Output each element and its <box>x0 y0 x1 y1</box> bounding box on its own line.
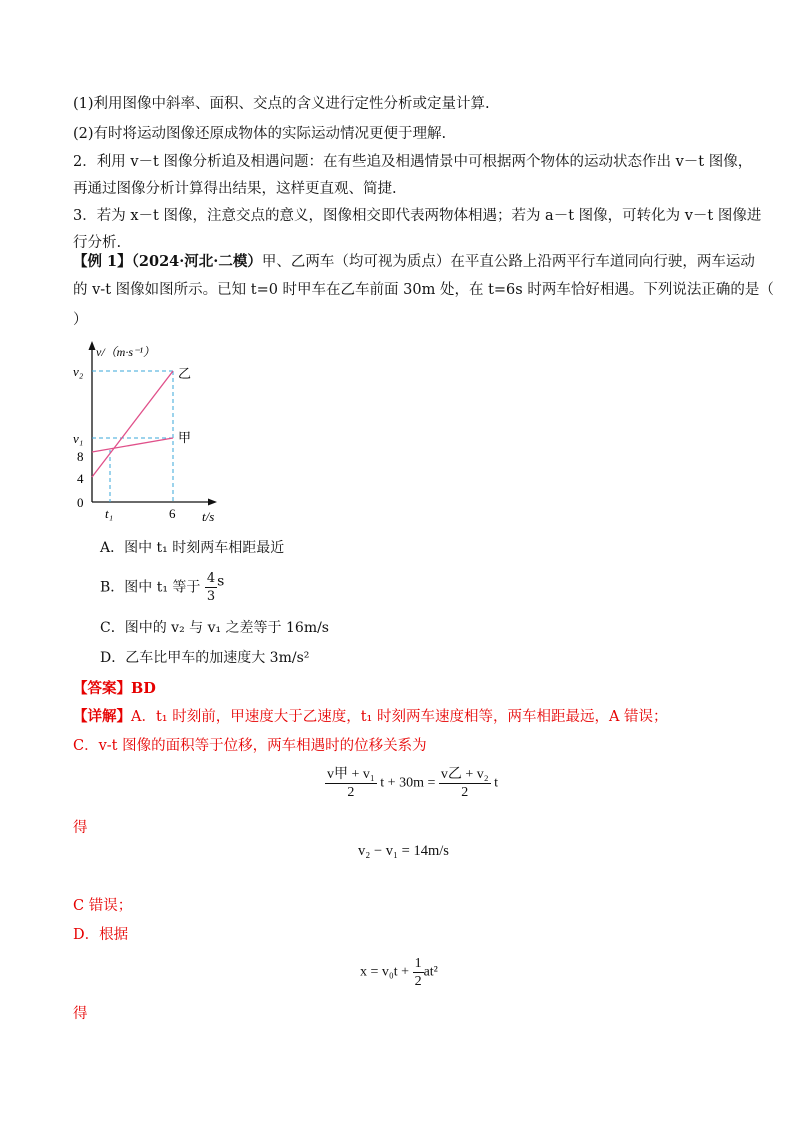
option-d: D．乙车比甲车的加速度大 3m/s² <box>100 650 310 666</box>
option-b-text: B．图中 t₁ 等于 <box>100 579 201 596</box>
intro-line-4b: 行分析. <box>73 235 122 251</box>
de-2: 得 <box>73 1006 88 1022</box>
example-line-3: ） <box>73 312 88 328</box>
example-question-1: 甲、乙两车（均可视为质点）在平直公路上沿两平行车道同向行驶，两车运动 <box>261 254 755 270</box>
eq1-left-num: v甲 + v₁ <box>327 767 375 782</box>
eq1-right-den: 2 <box>461 785 469 800</box>
option-b <box>100 570 224 605</box>
option-b-num: 4 <box>206 571 216 586</box>
equation-2: v₂ − v₁ = 14m/s <box>358 843 449 859</box>
example-line-1 <box>73 252 755 272</box>
intro-line-4a: 3．若为 x－t 图像，注意交点的意义，图像相交即代表两物体相遇；若为 a－t 图像，可转化为 v－t 图像进 <box>73 208 762 224</box>
x-axis-label: t/s <box>202 509 215 524</box>
intro-line-3b: 再通过图像分析计算得出结果，这样更直观、简捷. <box>73 181 397 197</box>
de-1: 得 <box>73 820 88 836</box>
y-axis-label: v/（m·s⁻¹） <box>96 345 155 359</box>
detail-line-c: C．v-t 图像的面积等于位移，两车相遇时的位移关系为 <box>73 738 427 754</box>
eq1-mid: t + 30m = <box>380 775 436 791</box>
eq1-right-fraction <box>439 766 491 801</box>
tick-0: 0 <box>77 495 84 510</box>
eq1-left-fraction <box>325 766 377 801</box>
example-tag: 【例 1】 <box>73 253 132 270</box>
option-b-fraction <box>205 570 217 605</box>
tick-v2: v₂ <box>73 364 84 379</box>
eq1-tail: t <box>494 775 499 791</box>
eq3-fraction <box>413 955 424 990</box>
y-axis-arrow <box>89 341 96 350</box>
option-b-den: 3 <box>206 589 216 604</box>
intro-line-2: (2)有时将运动图像还原成物体的实际运动情况更便于理解. <box>73 126 447 142</box>
eq3-tail: at² <box>423 964 438 980</box>
line-yi <box>92 371 173 477</box>
equation-1 <box>325 766 498 801</box>
option-a: A．图中 t₁ 时刻两车相距最近 <box>100 540 285 556</box>
detail-tag: 【详解】 <box>73 708 131 725</box>
eq1-right-num: v乙 + v₂ <box>440 767 489 782</box>
tick-6: 6 <box>169 506 176 521</box>
x-axis-arrow <box>208 499 217 506</box>
example-line-2: 的 v-t 图像如图所示。已知 t=0 时甲车在乙车前面 30m 处，在 t=6s 时两车恰好相遇。下列说法正确的是（ <box>73 282 774 298</box>
eq3-num: 1 <box>414 956 422 971</box>
option-b-unit: s <box>217 573 225 590</box>
tick-8: 8 <box>77 449 84 464</box>
intro-line-1: (1)利用图像中斜率、面积、交点的含义进行定性分析或定量计算. <box>73 96 490 112</box>
answer-label: 【答案】BD <box>73 680 156 697</box>
c-wrong: C 错误； <box>73 898 133 914</box>
tick-v1: v₁ <box>73 431 84 446</box>
label-jia: 甲 <box>178 430 192 445</box>
example-source: （2024·河北·二模） <box>131 253 262 270</box>
eq1-left-den: 2 <box>347 785 355 800</box>
detail-line-d: D．根据 <box>73 927 129 943</box>
detail-line-a <box>73 707 668 727</box>
tick-t1: t₁ <box>105 506 114 521</box>
tick-4: 4 <box>77 471 84 486</box>
label-yi: 乙 <box>178 366 192 381</box>
intro-line-3a: 2．利用 v－t 图像分析追及相遇问题：在有些追及相遇情景中可根据两个物体的运动状态作出 v－t 图像， <box>73 154 753 170</box>
detail-a-text: A．t₁ 时刻前，甲速度大于乙速度，t₁ 时刻两车速度相等，两车相距最远，A 错误； <box>131 709 668 725</box>
option-c: C．图中的 v₂ 与 v₁ 之差等于 16m/s <box>100 620 329 636</box>
eq3-left: x = v₀t + <box>360 964 410 980</box>
vt-graph <box>72 338 242 530</box>
line-jia <box>92 438 173 452</box>
equation-3 <box>360 955 438 990</box>
eq3-den: 2 <box>414 974 422 989</box>
